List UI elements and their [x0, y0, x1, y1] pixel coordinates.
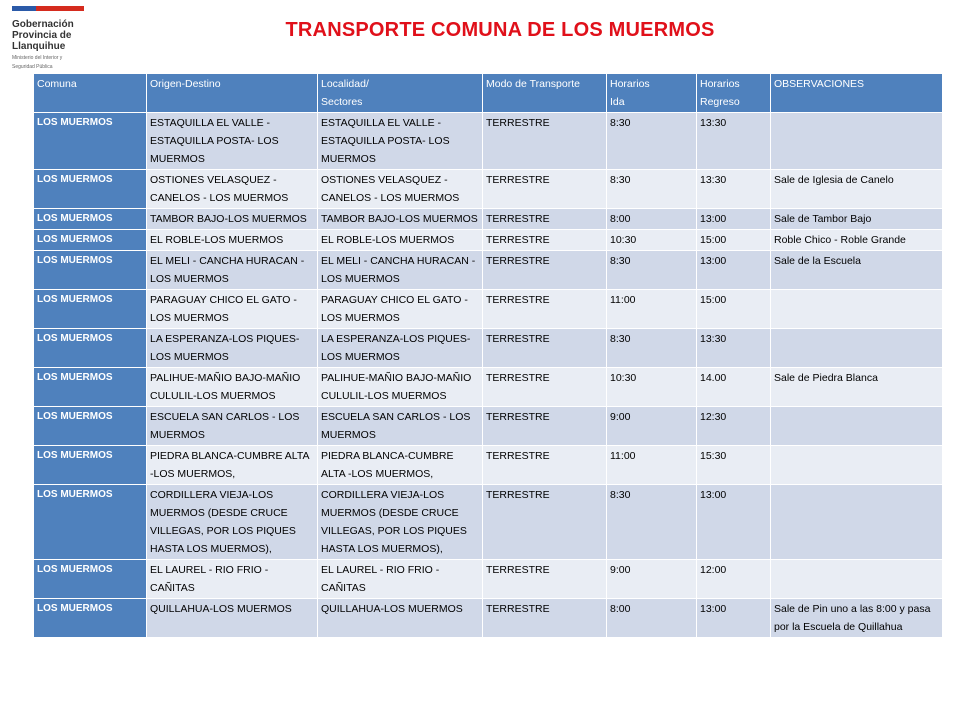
- cell-localidad: PARAGUAY CHICO EL GATO - LOS MUERMOS: [318, 290, 483, 329]
- header-modo: Modo de Transporte: [483, 74, 607, 113]
- cell-comuna: LOS MUERMOS: [34, 599, 147, 638]
- flag-stripe: [12, 6, 84, 11]
- cell-comuna: LOS MUERMOS: [34, 446, 147, 485]
- cell-modo: TERRESTRE: [483, 230, 607, 251]
- cell-localidad: OSTIONES VELASQUEZ - CANELOS - LOS MUERMOS: [318, 170, 483, 209]
- cell-origen-destino: CORDILLERA VIEJA-LOS MUERMOS (DESDE CRUCE VILLEGAS, POR LOS PIQUES HASTA LOS MUERMOS),: [147, 485, 318, 560]
- table-row: [34, 113, 943, 170]
- table-row: [34, 446, 943, 485]
- logo-line-2: Provincia de: [12, 30, 72, 41]
- logo-ministry-line-2: Seguridad Pública: [12, 64, 53, 70]
- table-row: [34, 599, 943, 638]
- cell-origen-destino: QUILLAHUA-LOS MUERMOS: [147, 599, 318, 638]
- cell-origen-destino: PARAGUAY CHICO EL GATO - LOS MUERMOS: [147, 290, 318, 329]
- transport-schedule-table: [33, 73, 943, 638]
- cell-origen-destino: ESCUELA SAN CARLOS - LOS MUERMOS: [147, 407, 318, 446]
- cell-observaciones: [771, 113, 943, 170]
- header-comuna: Comuna: [34, 74, 147, 113]
- cell-modo: TERRESTRE: [483, 446, 607, 485]
- cell-modo: TERRESTRE: [483, 329, 607, 368]
- cell-horario-ida: 10:30: [607, 230, 697, 251]
- cell-modo: TERRESTRE: [483, 368, 607, 407]
- cell-localidad: CORDILLERA VIEJA-LOS MUERMOS (DESDE CRUCE VILLEGAS, POR LOS PIQUES HASTA LOS MUERMOS),: [318, 485, 483, 560]
- cell-horario-ida: 8:30: [607, 329, 697, 368]
- cell-horario-regreso: 13:30: [697, 329, 771, 368]
- cell-comuna: LOS MUERMOS: [34, 329, 147, 368]
- cell-observaciones: Sale de la Escuela: [771, 251, 943, 290]
- cell-modo: TERRESTRE: [483, 170, 607, 209]
- header-observaciones: OBSERVACIONES: [771, 74, 943, 113]
- cell-origen-destino: PIEDRA BLANCA-CUMBRE ALTA -LOS MUERMOS,: [147, 446, 318, 485]
- cell-horario-ida: 8:30: [607, 170, 697, 209]
- header-regreso-line2: Regreso: [700, 96, 740, 108]
- cell-horario-ida: 10:30: [607, 368, 697, 407]
- cell-modo: TERRESTRE: [483, 209, 607, 230]
- cell-localidad: TAMBOR BAJO-LOS MUERMOS: [318, 209, 483, 230]
- table-row: [34, 485, 943, 560]
- cell-comuna: LOS MUERMOS: [34, 230, 147, 251]
- header-regreso-line1: Horarios: [700, 78, 740, 90]
- cell-horario-ida: 9:00: [607, 560, 697, 599]
- cell-localidad: EL ROBLE-LOS MUERMOS: [318, 230, 483, 251]
- table-row: [34, 368, 943, 407]
- cell-origen-destino: EL ROBLE-LOS MUERMOS: [147, 230, 318, 251]
- cell-observaciones: Sale de Piedra Blanca: [771, 368, 943, 407]
- cell-horario-regreso: 13:30: [697, 113, 771, 170]
- cell-origen-destino: ESTAQUILLA EL VALLE - ESTAQUILLA POSTA- LOS MUERMOS: [147, 113, 318, 170]
- cell-horario-ida: 8:30: [607, 485, 697, 560]
- cell-horario-regreso: 13:00: [697, 599, 771, 638]
- table-row: [34, 329, 943, 368]
- cell-observaciones: Sale de Tambor Bajo: [771, 209, 943, 230]
- cell-observaciones: [771, 485, 943, 560]
- cell-comuna: LOS MUERMOS: [34, 113, 147, 170]
- table-row: [34, 290, 943, 329]
- table-row: [34, 407, 943, 446]
- cell-modo: TERRESTRE: [483, 560, 607, 599]
- cell-comuna: LOS MUERMOS: [34, 560, 147, 599]
- cell-origen-destino: PALIHUE-MAÑIO BAJO-MAÑIO CULULIL-LOS MUERMOS: [147, 368, 318, 407]
- cell-origen-destino: LA ESPERANZA-LOS PIQUES-LOS MUERMOS: [147, 329, 318, 368]
- cell-modo: TERRESTRE: [483, 599, 607, 638]
- cell-horario-ida: 11:00: [607, 290, 697, 329]
- cell-horario-regreso: 13:00: [697, 209, 771, 230]
- cell-horario-ida: 8:30: [607, 251, 697, 290]
- header-ida-line1: Horarios: [610, 78, 650, 90]
- cell-origen-destino: EL MELI - CANCHA HURACAN - LOS MUERMOS: [147, 251, 318, 290]
- gobernacion-logo: [12, 6, 122, 70]
- cell-comuna: LOS MUERMOS: [34, 251, 147, 290]
- cell-modo: TERRESTRE: [483, 485, 607, 560]
- cell-modo: TERRESTRE: [483, 113, 607, 170]
- cell-modo: TERRESTRE: [483, 407, 607, 446]
- cell-horario-regreso: 15:00: [697, 290, 771, 329]
- cell-observaciones: Roble Chico - Roble Grande: [771, 230, 943, 251]
- header-origen-destino: Origen-Destino: [147, 74, 318, 113]
- cell-horario-regreso: 14.00: [697, 368, 771, 407]
- table-row: [34, 170, 943, 209]
- cell-horario-ida: 8:00: [607, 599, 697, 638]
- cell-localidad: LA ESPERANZA-LOS PIQUES-LOS MUERMOS: [318, 329, 483, 368]
- cell-localidad: PIEDRA BLANCA-CUMBRE ALTA -LOS MUERMOS,: [318, 446, 483, 485]
- cell-observaciones: [771, 290, 943, 329]
- header-horario-ida: [607, 74, 697, 113]
- cell-observaciones: [771, 560, 943, 599]
- header-localidad-line1: Localidad/: [321, 78, 369, 90]
- table-row: [34, 560, 943, 599]
- cell-horario-ida: 8:30: [607, 113, 697, 170]
- table-row: [34, 251, 943, 290]
- cell-horario-regreso: 15:00: [697, 230, 771, 251]
- logo-ministry-line-1: Ministerio del Interior y: [12, 55, 63, 61]
- cell-origen-destino: OSTIONES VELASQUEZ - CANELOS - LOS MUERMOS: [147, 170, 318, 209]
- table-row: [34, 209, 943, 230]
- cell-localidad: EL LAUREL - RIO FRIO - CAÑITAS: [318, 560, 483, 599]
- cell-horario-regreso: 13:00: [697, 251, 771, 290]
- cell-observaciones: [771, 407, 943, 446]
- cell-observaciones: Sale de Pin uno a las 8:00 y pasa por la Escuela de Quillahua: [771, 599, 943, 638]
- cell-origen-destino: TAMBOR BAJO-LOS MUERMOS: [147, 209, 318, 230]
- cell-comuna: LOS MUERMOS: [34, 368, 147, 407]
- cell-comuna: LOS MUERMOS: [34, 485, 147, 560]
- page-title: TRANSPORTE COMUNA DE LOS MUERMOS: [285, 19, 715, 41]
- cell-horario-regreso: 12:30: [697, 407, 771, 446]
- cell-localidad: EL MELI - CANCHA HURACAN - LOS MUERMOS: [318, 251, 483, 290]
- cell-observaciones: [771, 446, 943, 485]
- cell-observaciones: Sale de Iglesia de Canelo: [771, 170, 943, 209]
- cell-comuna: LOS MUERMOS: [34, 209, 147, 230]
- table-row: [34, 230, 943, 251]
- cell-horario-regreso: 12:00: [697, 560, 771, 599]
- cell-localidad: QUILLAHUA-LOS MUERMOS: [318, 599, 483, 638]
- header-horario-regreso: [697, 74, 771, 113]
- cell-comuna: LOS MUERMOS: [34, 170, 147, 209]
- cell-horario-regreso: 13:30: [697, 170, 771, 209]
- cell-modo: TERRESTRE: [483, 290, 607, 329]
- cell-horario-ida: 9:00: [607, 407, 697, 446]
- logo-line-3: Llanquihue: [12, 41, 66, 52]
- header-localidad-line2: Sectores: [321, 96, 363, 108]
- cell-horario-regreso: 15:30: [697, 446, 771, 485]
- cell-horario-ida: 8:00: [607, 209, 697, 230]
- table-header-row: [34, 74, 943, 113]
- cell-origen-destino: EL LAUREL - RIO FRIO - CAÑITAS: [147, 560, 318, 599]
- cell-localidad: ESCUELA SAN CARLOS - LOS MUERMOS: [318, 407, 483, 446]
- header-ida-line2: Ida: [610, 96, 625, 108]
- cell-observaciones: [771, 329, 943, 368]
- cell-comuna: LOS MUERMOS: [34, 407, 147, 446]
- cell-modo: TERRESTRE: [483, 251, 607, 290]
- cell-comuna: LOS MUERMOS: [34, 290, 147, 329]
- cell-localidad: PALIHUE-MAÑIO BAJO-MAÑIO CULULIL-LOS MUERMOS: [318, 368, 483, 407]
- cell-localidad: ESTAQUILLA EL VALLE - ESTAQUILLA POSTA- LOS MUERMOS: [318, 113, 483, 170]
- header-localidad: [318, 74, 483, 113]
- cell-horario-ida: 11:00: [607, 446, 697, 485]
- cell-horario-regreso: 13:00: [697, 485, 771, 560]
- logo-line-1: Gobernación: [12, 19, 74, 30]
